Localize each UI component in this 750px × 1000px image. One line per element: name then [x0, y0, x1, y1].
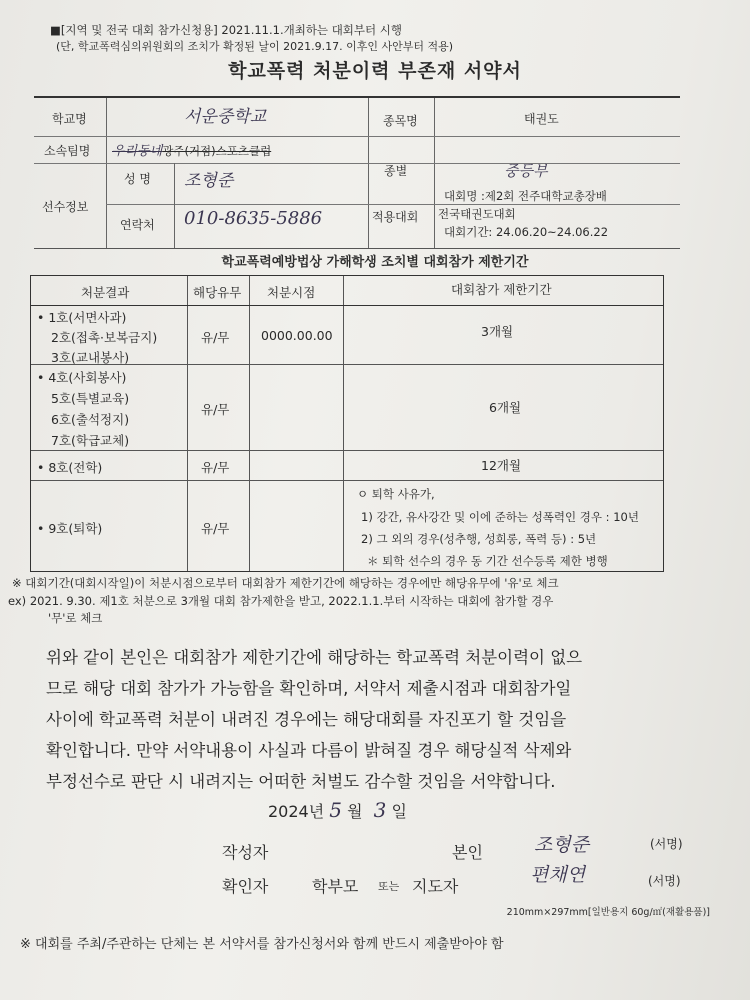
date-month: 5	[329, 798, 343, 822]
row3-yn: 유/무	[201, 460, 230, 475]
team-struck-value: 우리동네	[112, 144, 163, 159]
row4-period-line-3: 2) 그 외의 경우(성추행, 성희롱, 폭력 등) : 5년	[361, 532, 597, 546]
competition-name: 대회명 :제2회 전주대학교총장배	[444, 189, 607, 203]
pledge-line-4: 확인합니다. 만약 서약내용이 사실과 다름이 밝혀질 경우 해당실적 삭제와	[46, 741, 572, 760]
seal-2: (서명)	[648, 874, 681, 888]
category-label: 종별	[384, 164, 408, 178]
row2-yn: 유/무	[201, 402, 230, 417]
date-year: 2024년	[268, 802, 325, 821]
date-day: 3	[373, 798, 387, 822]
competition-name-2: 전국태권도대회	[438, 207, 516, 221]
row2-item-4: 7호(학급교체)	[51, 433, 130, 448]
seal-1: (서명)	[650, 837, 683, 851]
pledge-line-5: 부정선수로 판단 시 내려지는 어떠한 처벌도 감수할 것임을 서약합니다.	[46, 772, 556, 791]
row1-date: 0000.00.00	[261, 328, 333, 343]
row3-item-1: • 8호(전학)	[37, 460, 103, 475]
parent-label: 학부모	[312, 877, 359, 896]
team-label: 소속팀명	[44, 144, 91, 158]
contact-value: 010-8635-5886	[184, 208, 323, 229]
document-title: 학교폭력 처분이력 부존재 서약서	[228, 60, 522, 82]
date-month-unit: 월	[347, 802, 363, 821]
note-line-1: ※ 대회기간(대회시작일)이 처분시점으로부터 대회참가 제한기간에 해당하는 경우에만 해당유무에 '유'로 체크	[12, 576, 559, 590]
restriction-table	[30, 275, 664, 572]
row4-period-line-4: ＊ 퇴학 선수의 경우 동 기간 선수등록 제한 병행	[367, 554, 608, 568]
note-line-2: ex) 2021. 9.30. 제1호 처분으로 3개월 대회 참가제한을 받고, 2022.1.1.부터 시작하는 대회에 참가할 경우	[8, 594, 554, 608]
note-line-3: '무'로 체크	[48, 611, 103, 625]
date-line	[268, 798, 407, 822]
coach-signature: 편채연	[530, 864, 586, 886]
competition-period: 대회기간: 24.06.20~24.06.22	[444, 225, 609, 239]
coach-label: 지도자	[412, 877, 459, 896]
row2-item-2: 5호(특별교육)	[51, 391, 130, 406]
row4-yn: 유/무	[201, 521, 230, 536]
restriction-title: 학교폭력예방법상 가해학생 조치별 대회참가 제한기간	[221, 255, 529, 270]
pledge-line-2: 므로 해당 대회 참가가 가능함을 확인하며, 서약서 제출시점과 대회참가일	[46, 679, 572, 698]
category-value: 중등부	[504, 162, 548, 180]
row1-yn: 유/무	[201, 330, 230, 345]
row4-item-1: • 9호(퇴학)	[37, 521, 103, 536]
contact-label: 연락처	[120, 218, 155, 232]
name-label: 성 명	[124, 172, 151, 186]
event-value: 태권도	[524, 112, 559, 126]
row2-period: 6개월	[489, 400, 522, 415]
confirmer-label: 확인자	[222, 877, 269, 896]
pledge-line-3: 사이에 학교폭력 처분이 내려진 경우에는 해당대회를 자진포기 할 것임을	[46, 710, 567, 729]
header-date: 처분시점	[267, 285, 316, 300]
row1-item-3: 3호(교내봉사)	[51, 350, 130, 365]
date-day-unit: 일	[391, 802, 407, 821]
header-line-1: ■[지역 및 전국 대회 참가신청용] 2021.11.1.개최하는 대회부터 시행	[50, 23, 403, 37]
athlete-label: 선수정보	[42, 200, 89, 214]
self-label: 본인	[452, 843, 483, 862]
self-signature: 조형준	[534, 834, 590, 856]
header-applicable: 해당유무	[193, 285, 242, 300]
athlete-info-table	[34, 96, 680, 249]
row4-period-line-2: 1) 강간, 유사강간 및 이에 준하는 성폭력인 경우 : 10년	[361, 510, 639, 524]
header-line-2: (단, 학교폭력심의위원회의 조치가 확정된 날이 2021.9.17. 이후인 사안부터 적용)	[56, 40, 454, 53]
pledge-line-1: 위와 같이 본인은 대회참가 제한기간에 해당하는 학교폭력 처분이력이 없으	[46, 648, 583, 667]
name-value: 조형준	[184, 171, 234, 191]
row1-period: 3개월	[481, 324, 514, 339]
team-value-wrap	[112, 140, 271, 159]
school-label: 학교명	[52, 112, 87, 126]
header-result: 처분결과	[81, 285, 130, 300]
school-value: 서운중학교	[184, 107, 267, 127]
footer-note: ※ 대회를 주최/주관하는 단체는 본 서약서를 참가신청서와 함께 반드시 제출받아야 함	[20, 937, 504, 952]
row2-item-1: • 4호(사회봉사)	[37, 370, 127, 385]
or-label: 또는	[378, 880, 400, 893]
team-value: 광주(거점)스포츠클럽	[162, 144, 272, 158]
header-period: 대회참가 제한기간	[451, 282, 552, 297]
writer-label: 작성자	[222, 843, 269, 862]
row4-period-line-1: ㅇ 퇴학 사유가,	[357, 487, 435, 501]
row2-item-3: 6호(출석정지)	[51, 412, 130, 427]
event-label: 종목명	[383, 114, 418, 128]
competition-label: 적용대회	[372, 210, 419, 224]
row1-item-2: 2호(접촉·보복금지)	[51, 330, 158, 345]
row1-item-1: • 1호(서면사과)	[37, 310, 127, 325]
row3-period: 12개월	[481, 458, 522, 473]
paper-size-note: 210mm×297mm[일반용지 60g/㎡(재활용품)]	[506, 907, 710, 918]
